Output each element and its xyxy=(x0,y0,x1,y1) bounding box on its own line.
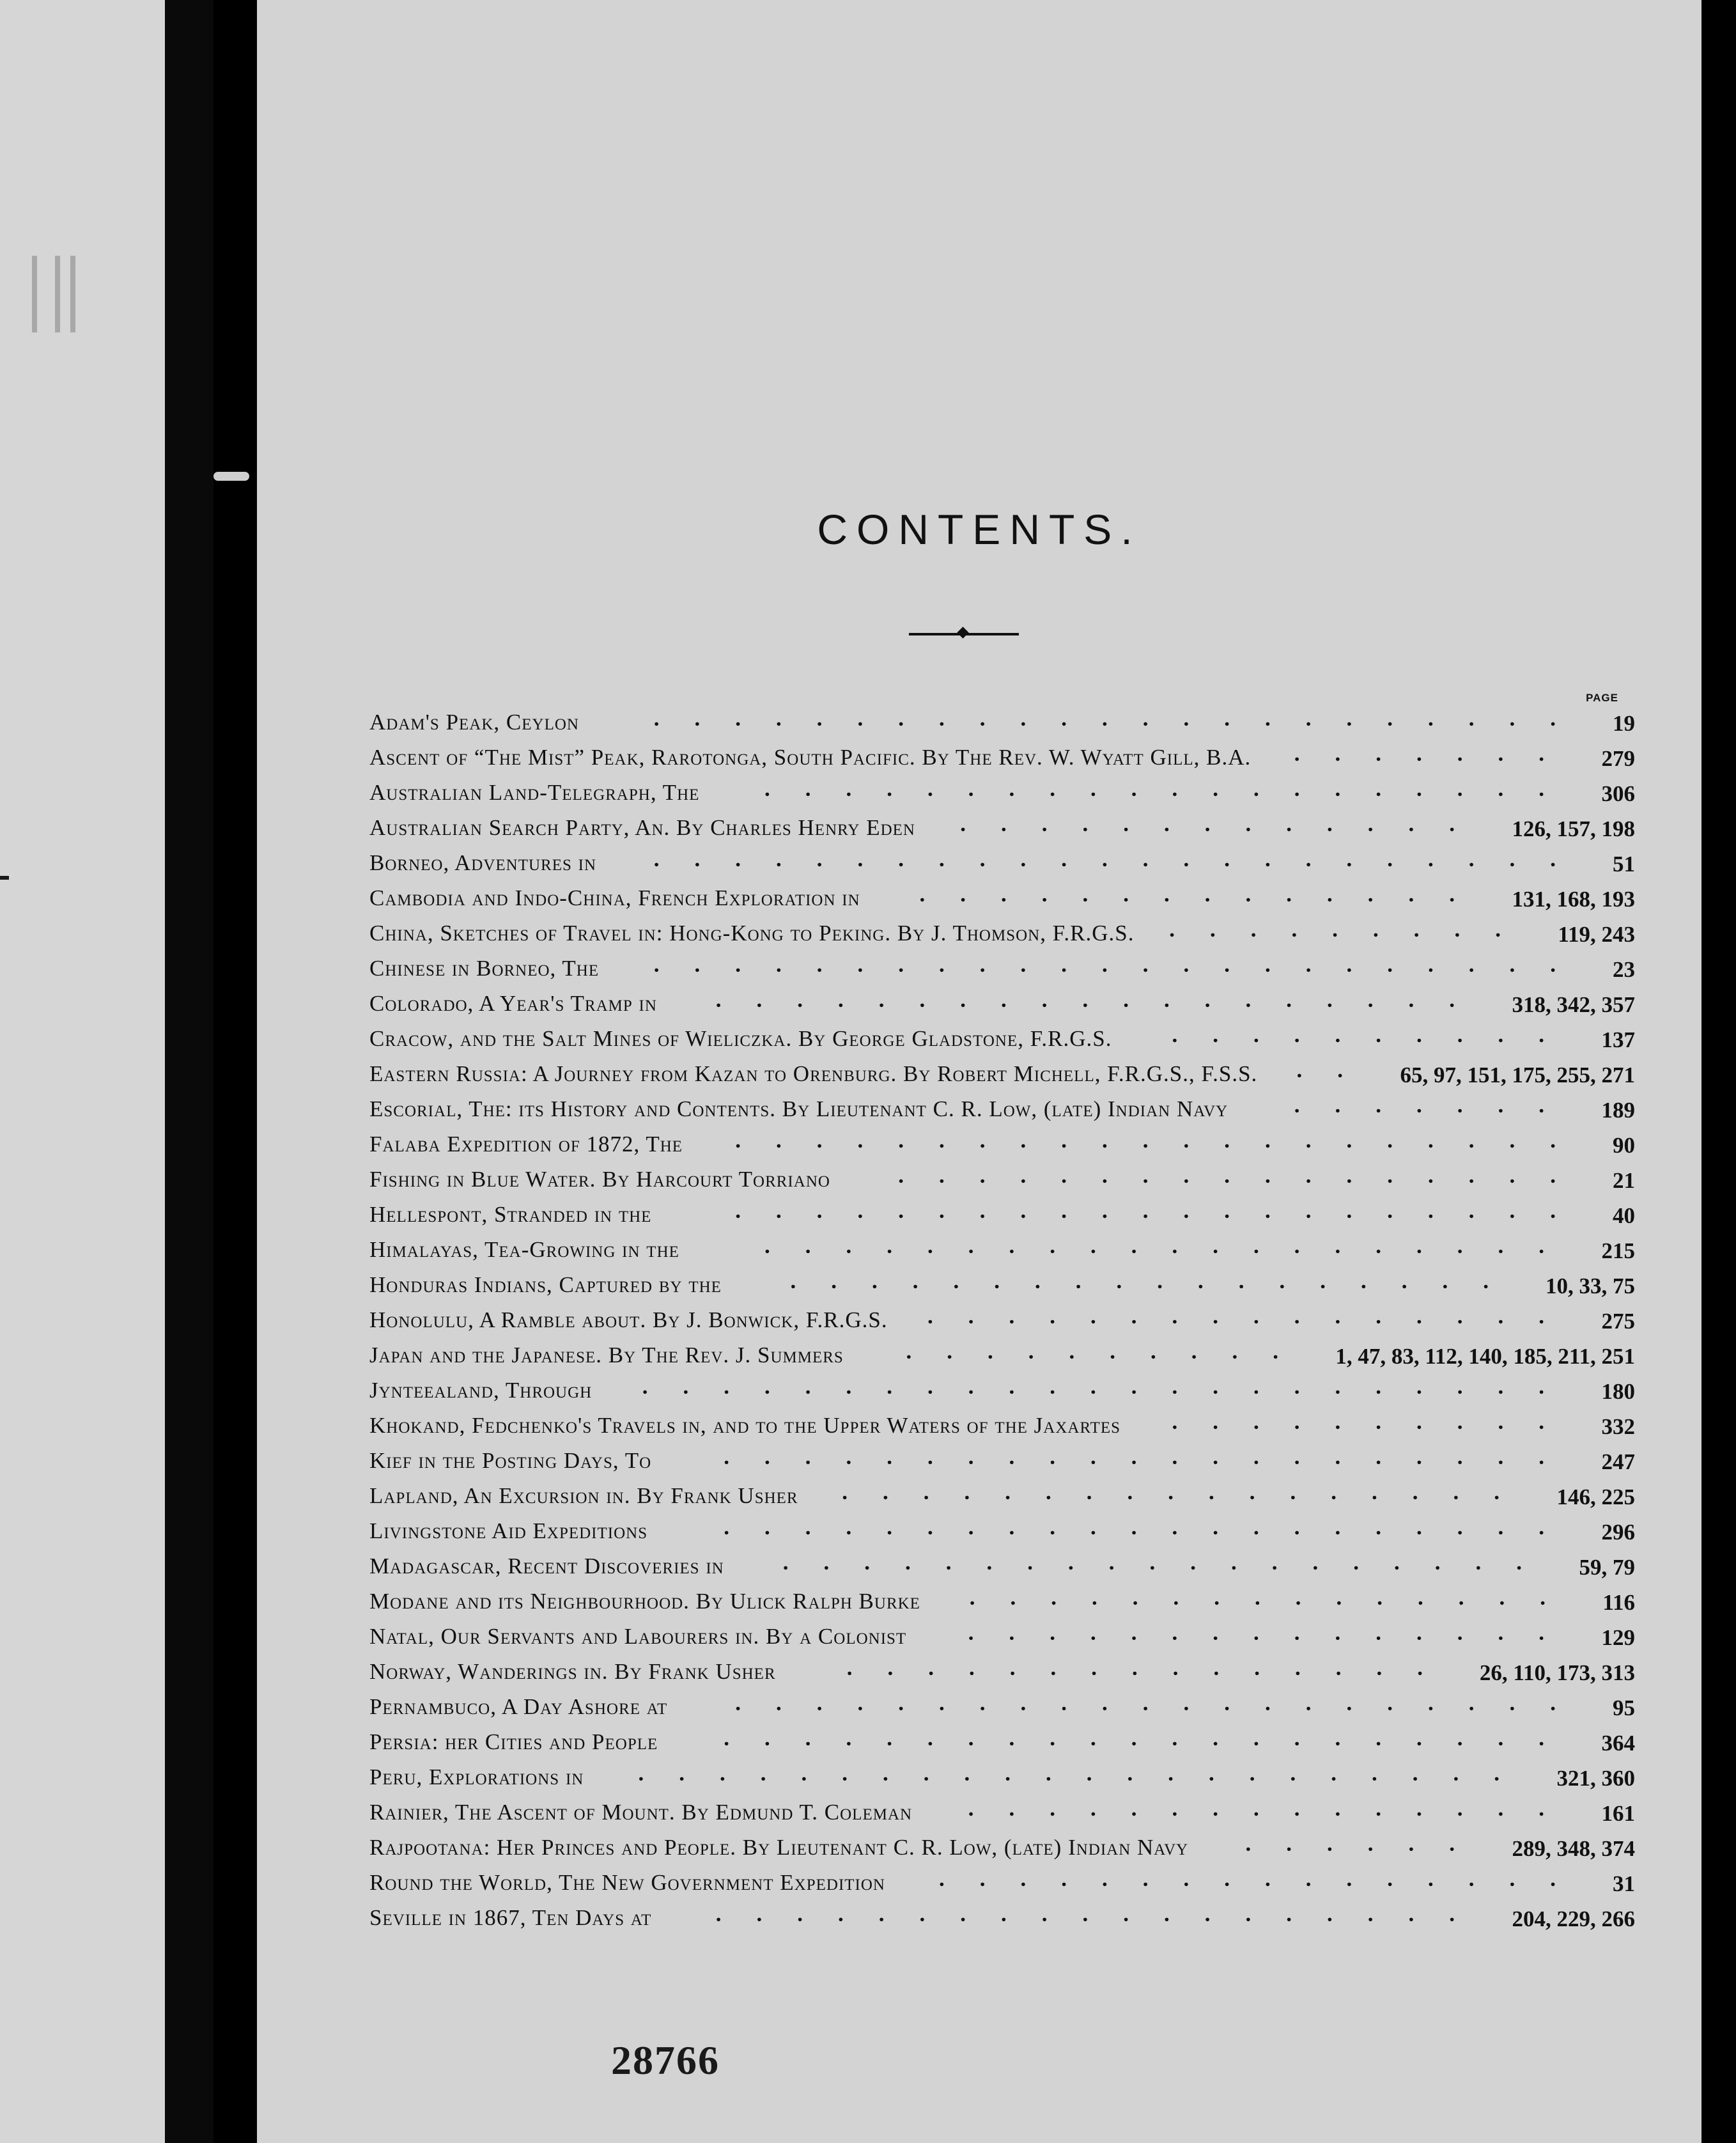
entry-title: Pernambuco, A Day Ashore at xyxy=(369,1694,668,1719)
entry-pages: 26, 110, 173, 313 xyxy=(1473,1660,1635,1686)
entry-pages: 275 xyxy=(1595,1309,1636,1334)
entry-title: Borneo, Adventures in xyxy=(369,850,597,875)
entry-pages: 189 xyxy=(1595,1098,1636,1123)
entry-pages: 180 xyxy=(1595,1379,1636,1405)
entry-pages: 131, 168, 193 xyxy=(1506,887,1636,912)
leader-dots: ............. xyxy=(960,811,1490,836)
entry-title: Norway, Wanderings in. By Frank Usher xyxy=(369,1659,776,1684)
entry-title: Cambodia and Indo-China, French Exploration in xyxy=(369,885,860,910)
entry-pages: 40 xyxy=(1606,1203,1635,1229)
entry-pages: 321, 360 xyxy=(1551,1766,1636,1791)
contents-entry xyxy=(369,1581,1635,1616)
entry-title: Fishing in Blue Water. By Harcourt Torriano xyxy=(369,1167,830,1192)
contents-entry xyxy=(369,1827,1635,1862)
entry-title: Jynteealand, Through xyxy=(369,1378,593,1403)
entry-pages: 90 xyxy=(1606,1133,1635,1158)
contents-entry xyxy=(369,1546,1635,1581)
entry-title: Chinese in Borneo, The xyxy=(369,956,600,981)
entry-pages: 364 xyxy=(1595,1731,1636,1756)
contents-entry xyxy=(369,1054,1635,1089)
entry-title: Colorado, A Year's Tramp in xyxy=(369,991,657,1016)
entry-pages: 65, 97, 151, 175, 255, 271 xyxy=(1394,1063,1636,1088)
contents-entry xyxy=(369,1898,1635,1933)
entry-pages: 279 xyxy=(1595,746,1636,772)
leader-dots: ............... xyxy=(968,1796,1579,1821)
leader-dots: ....... xyxy=(1294,1093,1579,1118)
entry-title: Cracow, and the Salt Mines of Wieliczka. By George Gladstone, F.R.G.S. xyxy=(369,1026,1112,1051)
contents-entry xyxy=(369,702,1635,737)
left-page-edge xyxy=(0,0,165,2143)
contents-entry xyxy=(369,1124,1635,1159)
page-edge-tick xyxy=(0,876,9,880)
book-gutter xyxy=(165,0,213,2143)
leader-dots: ..................... xyxy=(724,1444,1579,1469)
entry-pages: 161 xyxy=(1595,1801,1636,1827)
leader-dots: ............... xyxy=(969,1585,1581,1610)
entry-pages: 296 xyxy=(1595,1520,1636,1545)
contents-entry xyxy=(369,948,1635,983)
contents-page xyxy=(257,0,1701,2143)
contents-entry xyxy=(369,1651,1635,1687)
leader-dots: ..................... xyxy=(735,1128,1591,1153)
contents-entry xyxy=(369,737,1635,772)
entry-pages: 332 xyxy=(1595,1414,1636,1440)
contents-entry xyxy=(369,1476,1635,1511)
contents-entry xyxy=(369,1159,1635,1194)
entry-title: Ascent of “The Mist” Peak, Rarotonga, South Pacific. By The Rev. W. Wyatt Gill, B.A. xyxy=(369,745,1252,770)
entry-pages: 129 xyxy=(1595,1625,1636,1651)
entry-title: Himalayas, Tea-Growing in the xyxy=(369,1237,679,1262)
leader-dots: ................... xyxy=(782,1550,1557,1575)
contents-entry xyxy=(369,1862,1635,1898)
contents-entry xyxy=(369,913,1635,948)
entry-pages: 21 xyxy=(1606,1168,1635,1194)
bleed-through-mark xyxy=(32,256,60,332)
entry-title: Natal, Our Servants and Labourers in. By a Colonist xyxy=(369,1624,907,1649)
entry-title: Peru, Explorations in xyxy=(369,1765,584,1789)
leader-dots: ................... xyxy=(715,987,1490,1012)
entry-pages: 23 xyxy=(1606,957,1635,983)
entry-title: Rainier, The Ascent of Mount. By Edmund T. Coleman xyxy=(369,1800,913,1825)
entry-title: Kief in the Posting Days, To xyxy=(369,1448,652,1473)
rule-ornament-icon xyxy=(957,627,968,638)
contents-entry xyxy=(369,1194,1635,1229)
entry-title: Adam's Peak, Ceylon xyxy=(369,710,579,735)
entry-pages: 126, 157, 198 xyxy=(1506,816,1636,842)
entry-pages: 1, 47, 83, 112, 140, 185, 211, 251 xyxy=(1329,1344,1635,1369)
leader-dots: ...... xyxy=(1245,1831,1490,1856)
leader-dots: ....................... xyxy=(642,1374,1579,1399)
entry-title: Round the World, The New Government Expedition xyxy=(369,1870,885,1895)
entry-title: Livingstone Aid Expeditions xyxy=(369,1518,648,1543)
contents-entry xyxy=(369,1335,1635,1370)
contents-entry xyxy=(369,1300,1635,1335)
entry-pages: 119, 243 xyxy=(1551,922,1635,947)
entry-pages: 19 xyxy=(1606,711,1635,736)
leader-dots: .......... xyxy=(1172,1022,1579,1047)
leader-dots: ..................... xyxy=(735,1198,1591,1223)
leader-dots: ................ xyxy=(939,1866,1591,1891)
entry-pages: 116 xyxy=(1596,1590,1635,1616)
leader-dots: .......... xyxy=(1172,1409,1579,1434)
accession-number: 28766 xyxy=(611,2038,720,2083)
leader-dots: ......... xyxy=(1169,917,1536,942)
entry-title: China, Sketches of Travel in: Hong-Kong to Peking. By J. Thomson, F.R.G.S. xyxy=(369,921,1135,946)
contents-entry xyxy=(369,878,1635,913)
contents-entry xyxy=(369,1440,1635,1476)
right-scan-border xyxy=(1701,0,1736,2143)
leader-dots: .................... xyxy=(764,1233,1579,1258)
contents-entry xyxy=(369,1089,1635,1124)
entry-pages: 95 xyxy=(1606,1695,1635,1721)
leader-dots: ....................... xyxy=(653,706,1591,731)
gutter-nick xyxy=(213,472,249,481)
contents-entry xyxy=(369,1792,1635,1827)
contents-entry xyxy=(369,1229,1635,1265)
contents-entry xyxy=(369,983,1635,1018)
entry-pages: 215 xyxy=(1595,1238,1636,1264)
leader-dots: ....................... xyxy=(653,846,1591,871)
leader-dots: ....................... xyxy=(653,952,1591,977)
leader-dots: ....... xyxy=(1294,741,1579,766)
entry-title: Lapland, An Excursion in. By Frank Usher xyxy=(369,1483,798,1508)
entry-title: Honolulu, A Ramble about. By J. Bonwick, F.R.G.S. xyxy=(369,1307,888,1332)
entry-pages: 204, 229, 266 xyxy=(1506,1906,1636,1932)
contents-entry xyxy=(369,1018,1635,1054)
entry-pages: 31 xyxy=(1606,1871,1635,1897)
contents-entry xyxy=(369,1265,1635,1300)
contents-entry xyxy=(369,1405,1635,1440)
contents-entry xyxy=(369,1616,1635,1651)
entry-pages: 51 xyxy=(1606,852,1635,877)
leader-dots: ................. xyxy=(898,1163,1591,1188)
leader-dots: .. xyxy=(1296,1057,1378,1082)
leader-dots: ............... xyxy=(968,1620,1579,1645)
contents-entry xyxy=(369,1687,1635,1722)
leader-dots: ................. xyxy=(842,1479,1535,1504)
leader-dots: ..................... xyxy=(735,1690,1591,1715)
entry-pages: 146, 225 xyxy=(1551,1485,1636,1510)
entry-pages: 247 xyxy=(1595,1449,1636,1475)
entry-title: Japan and the Japanese. By The Rev. J. Summers xyxy=(369,1343,844,1368)
contents-entry xyxy=(369,1511,1635,1546)
contents-entry xyxy=(369,807,1635,843)
leader-dots: .......... xyxy=(906,1339,1314,1364)
contents-entry xyxy=(369,1757,1635,1792)
entry-pages: 59, 79 xyxy=(1573,1555,1636,1580)
entry-title: Hellespont, Stranded in the xyxy=(369,1202,652,1227)
page-title: CONTENTS. xyxy=(817,506,1142,553)
entry-title: Honduras Indians, Captured by the xyxy=(369,1272,722,1297)
contents-entry xyxy=(369,843,1635,878)
leader-dots: .............. xyxy=(919,882,1490,907)
entry-title: Khokand, Fedchenko's Travels in, and to the Upper Waters of the Jaxartes xyxy=(369,1413,1121,1438)
contents-entry xyxy=(369,1722,1635,1757)
entry-pages: 318, 342, 357 xyxy=(1506,992,1636,1018)
entry-title: Australian Search Party, An. By Charles Henry Eden xyxy=(369,815,915,840)
leader-dots: ............... xyxy=(846,1655,1458,1680)
page-column-header: PAGE xyxy=(1586,692,1618,704)
entry-pages: 306 xyxy=(1595,781,1636,807)
entry-pages: 137 xyxy=(1595,1027,1636,1053)
leader-dots: ..................... xyxy=(724,1726,1579,1750)
entry-title: Rajpootana: Her Princes and People. By Lieutenant C. R. Low, (late) Indian Navy xyxy=(369,1835,1189,1860)
entry-title: Escorial, The: its History and Contents. By Lieutenant C. R. Low, (late) Indian Navy xyxy=(369,1096,1228,1121)
entry-title: Falaba Expedition of 1872, The xyxy=(369,1132,683,1157)
leader-dots: ...................... xyxy=(638,1761,1535,1786)
leader-dots: .................... xyxy=(764,776,1579,801)
contents-list xyxy=(369,702,1635,1933)
leader-dots: .................. xyxy=(790,1268,1524,1293)
contents-entry xyxy=(369,1370,1635,1405)
entry-title: Seville in 1867, Ten Days at xyxy=(369,1905,652,1930)
entry-title: Persia: her Cities and People xyxy=(369,1729,658,1754)
leader-dots: ..................... xyxy=(724,1515,1579,1539)
entry-pages: 289, 348, 374 xyxy=(1506,1836,1636,1862)
entry-title: Eastern Russia: A Journey from Kazan to Orenburg. By Robert Michell, F.R.G.S., F.S.S. xyxy=(369,1061,1258,1086)
entry-title: Modane and its Neighbourhood. By Ulick Ralph Burke xyxy=(369,1589,920,1614)
entry-title: Australian Land-Telegraph, The xyxy=(369,780,700,805)
contents-entry xyxy=(369,772,1635,807)
bleed-through-mark xyxy=(70,256,75,332)
leader-dots: ................... xyxy=(715,1901,1490,1926)
entry-title: Madagascar, Recent Discoveries in xyxy=(369,1554,724,1578)
entry-pages: 10, 33, 75 xyxy=(1539,1274,1635,1299)
leader-dots: ................ xyxy=(927,1304,1579,1329)
